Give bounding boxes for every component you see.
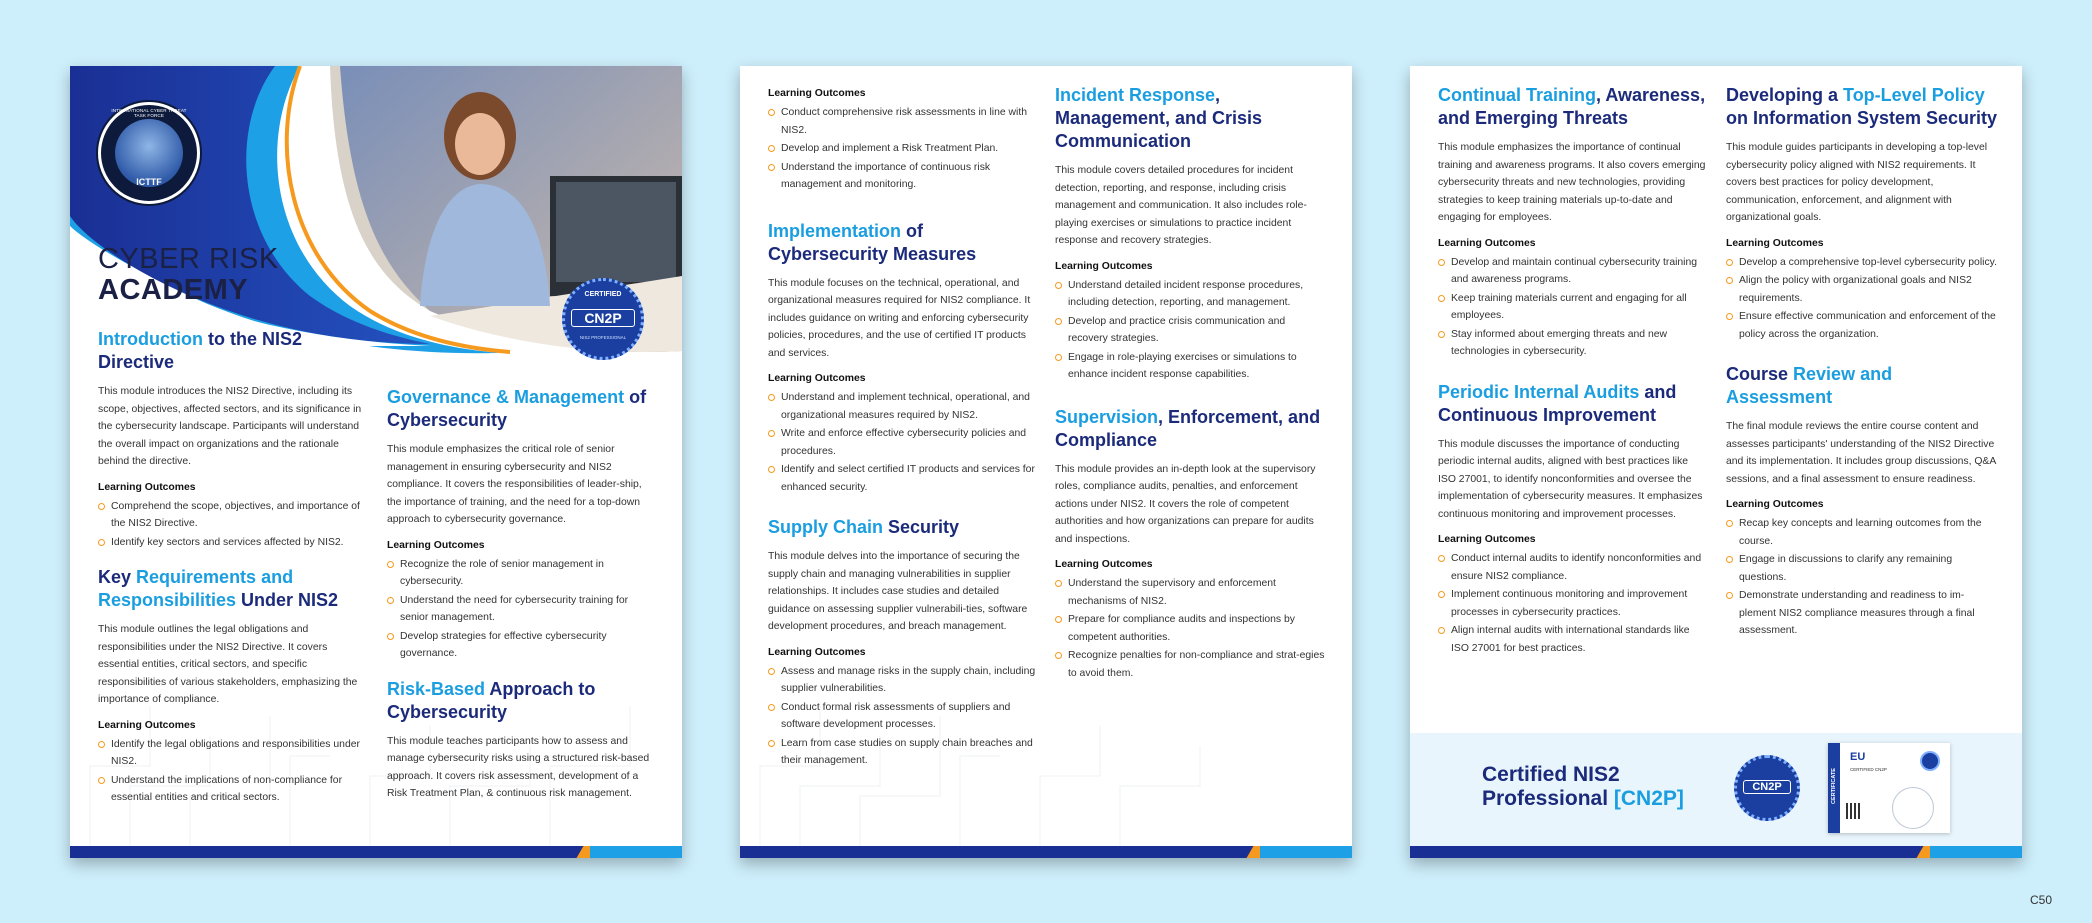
brochure-page-2 bbox=[740, 66, 1352, 858]
list-item: Recognize the role of senior management in cybersecurity. bbox=[387, 556, 655, 591]
module-supply-chain bbox=[768, 516, 1036, 770]
badge-bottom-text: NIS2 PROFESSIONAL bbox=[579, 335, 627, 340]
bottom-band bbox=[70, 846, 682, 858]
list-item: Conduct formal risk assessments of suppliers and software development processes. bbox=[768, 699, 1036, 734]
bullet-icon bbox=[768, 109, 775, 116]
module-governance bbox=[387, 386, 655, 663]
learning-outcomes-list bbox=[1438, 254, 1708, 361]
module-description: This module teaches participants how to assess and manage cybersecurity risks using a structured risk-based approach. It covers risk assessment, development of a Risk Treatment Plan, & continuous risk management. bbox=[387, 735, 650, 799]
icttf-logo bbox=[98, 102, 200, 204]
learning-outcomes-label: Learning Outcomes bbox=[1055, 559, 1153, 570]
learning-outcomes-label: Learning Outcomes bbox=[1055, 260, 1153, 272]
module-incident-response bbox=[1055, 84, 1327, 384]
learning-outcomes-list bbox=[98, 736, 364, 807]
list-item: Align internal audits with international standards like ISO 27001 for best practices. bbox=[1438, 622, 1708, 657]
bullet-icon bbox=[98, 503, 105, 510]
title-line-2: ACADEMY bbox=[98, 274, 249, 306]
badge-main-text: CN2P bbox=[571, 309, 635, 327]
page2-left-column bbox=[768, 88, 1036, 785]
bullet-icon bbox=[98, 777, 105, 784]
cn2p-badge bbox=[562, 278, 644, 360]
module-heading: Governance & Management of Cybersecurity bbox=[387, 387, 647, 430]
bullet-icon bbox=[1726, 277, 1733, 284]
list-item: Recap key concepts and learning outcomes from the course. bbox=[1726, 515, 1998, 550]
module-risk-outcomes bbox=[768, 88, 1036, 194]
cert-name bbox=[1482, 763, 1684, 811]
page3-left-column bbox=[1438, 84, 1708, 672]
list-item: Identify the legal obligations and responsibilities under NIS2. bbox=[98, 736, 364, 771]
module-description: The final module reviews the entire course content and assesses participants' understanding of the NIS2 Directive and its implementation. It includes group discussions, Q&A sessions, and a final assessment to ensure readiness. bbox=[1726, 421, 1996, 485]
badge-top-text: CERTIFIED bbox=[584, 291, 622, 298]
module-heading: Incident Response, Management, and Crisis Communication bbox=[1055, 85, 1263, 151]
module-heading: Key Requirements and Responsibilities Under NIS2 bbox=[98, 567, 339, 610]
learning-outcomes-label: Learning Outcomes bbox=[1438, 534, 1536, 545]
learning-outcomes-label: Learning Outcomes bbox=[768, 646, 866, 658]
bullet-icon bbox=[1438, 591, 1445, 598]
list-item: Ensure effective communication and enforcement of the policy across the organization. bbox=[1726, 308, 1998, 343]
module-heading: Risk-Based Approach to Cybersecurity bbox=[387, 678, 596, 722]
bullet-icon bbox=[1438, 627, 1445, 634]
list-item: Learn from case studies on supply chain breaches and their management. bbox=[768, 735, 1036, 770]
logo-ring-text: INTERNATIONAL CYBER THREAT TASK FORCE bbox=[111, 108, 187, 118]
list-item: Keep training materials current and engaging for all employees. bbox=[1438, 290, 1708, 325]
list-item: Identify and select certified IT products and services for enhanced security. bbox=[768, 461, 1036, 496]
bullet-icon bbox=[1438, 331, 1445, 338]
list-item: Stay informed about emerging threats and new technologies in cybersecurity. bbox=[1438, 326, 1708, 361]
bullet-icon bbox=[768, 466, 775, 473]
certificate-title: CERTIFIED CN2P bbox=[1850, 767, 1887, 772]
learning-outcomes-list bbox=[1055, 575, 1327, 682]
module-description: This module emphasizes the importance of continual training and awareness programs. It also covers emerging cybersecurity threats and new technologies, providing strategies to keep training materials up-to-date and engaging for employees. bbox=[1438, 142, 1706, 223]
learning-outcomes-list bbox=[1726, 515, 1998, 640]
bullet-icon bbox=[768, 740, 775, 747]
learning-outcomes-label: Learning Outcomes bbox=[1726, 499, 1824, 510]
list-item: Understand the need for cybersecurity training for senior management. bbox=[387, 592, 655, 627]
list-item: Assess and manage risks in the supply chain, including supplier vulnerabilities. bbox=[768, 663, 1036, 698]
page3-right-column bbox=[1726, 84, 1998, 655]
bullet-icon bbox=[768, 668, 775, 675]
module-description: This module introduces the NIS2 Directive, including its scope, objectives, affected sectors, and its significance in the cybersecurity landscape. Participants will understand the overall impact on organizations and the rationale behind the directive. bbox=[98, 386, 362, 467]
list-item: Demonstrate understanding and readiness to im-plement NIS2 compliance measures through a final assessment. bbox=[1726, 587, 1998, 640]
module-description: This module emphasizes the critical role of senior management in ensuring cybersecurity and NIS2 compliance. It covers the responsibilities of leader-ship, the importance of training, and the need for a top-down approach to cybersecurity governance. bbox=[387, 444, 642, 525]
bullet-icon bbox=[1055, 652, 1062, 659]
bullet-icon bbox=[1438, 259, 1445, 266]
module-heading: Developing a Top-Level Policy on Information System Security bbox=[1726, 85, 1998, 128]
list-item: Conduct comprehensive risk assessments in line with NIS2. bbox=[768, 104, 1036, 139]
learning-outcomes-label: Learning Outcomes bbox=[98, 719, 196, 731]
learning-outcomes-label: Learning Outcomes bbox=[387, 539, 485, 551]
module-risk-based bbox=[387, 678, 655, 803]
eu-logo: EU bbox=[1850, 751, 1866, 763]
cert-name-line1: Certified NIS2 bbox=[1482, 763, 1620, 786]
module-description: This module covers detailed procedures for incident detection, reporting, and response, including crisis management and communication. It also includes role-playing exercises or simulations to practice incident response and recovery strategies. bbox=[1055, 165, 1307, 246]
module-description: This module outlines the legal obligations and responsibilities under the NIS2 Directive. It covers essential entities, critical sectors, and specific responsibilities of various stakeholders, emphasizing the importance of compliance. bbox=[98, 624, 358, 705]
module-heading: Implementation of Cybersecurity Measures bbox=[768, 220, 977, 264]
list-item: Understand the implications of non-compliance for essential entities and critical sectors. bbox=[98, 772, 364, 807]
page2-right-column bbox=[1055, 84, 1327, 697]
learning-outcomes-list bbox=[1438, 550, 1708, 657]
brochure-page-1 bbox=[70, 66, 682, 858]
list-item: Align the policy with organizational goals and NIS2 requirements. bbox=[1726, 272, 1998, 307]
list-item: Understand the supervisory and enforcement mechanisms of NIS2. bbox=[1055, 575, 1327, 610]
list-item: Develop and practice crisis communication and recovery strategies. bbox=[1055, 313, 1327, 348]
page1-left-column bbox=[98, 328, 364, 822]
module-continual-training bbox=[1438, 84, 1708, 361]
learning-outcomes-label: Learning Outcomes bbox=[1726, 237, 1824, 249]
module-intro-nis2 bbox=[98, 328, 364, 551]
list-item: Engage in discussions to clarify any remaining questions. bbox=[1726, 551, 1998, 586]
bullet-icon bbox=[387, 597, 394, 604]
learning-outcomes-list bbox=[768, 104, 1036, 194]
learning-outcomes-list bbox=[98, 498, 364, 552]
bullet-icon bbox=[387, 633, 394, 640]
module-heading: Supply Chain Security bbox=[768, 517, 960, 537]
learning-outcomes-list bbox=[768, 389, 1036, 496]
qr-icon bbox=[1846, 803, 1862, 819]
list-item: Recognize penalties for non-compliance and strat-egies to avoid them. bbox=[1055, 647, 1327, 682]
bullet-icon bbox=[1726, 592, 1733, 599]
list-item: Understand detailed incident response procedures, including detection, reporting, and management. bbox=[1055, 277, 1327, 312]
bullet-icon bbox=[1726, 313, 1733, 320]
brochure-page-3 bbox=[1410, 66, 2022, 858]
certificate-label: CERTIFICATE bbox=[1831, 768, 1837, 804]
list-item: Prepare for compliance audits and inspections by competent authorities. bbox=[1055, 611, 1327, 646]
learning-outcomes-list bbox=[768, 663, 1036, 770]
bullet-icon bbox=[1055, 354, 1062, 361]
logo-abbr: ICTTF bbox=[136, 177, 162, 187]
bullet-icon bbox=[98, 741, 105, 748]
list-item: Conduct internal audits to identify nonconformities and ensure NIS2 compliance. bbox=[1438, 550, 1708, 585]
module-description: This module focuses on the technical, operational, and organizational measures required for NIS2 compliance. It includes guidance on writing and enforcing cybersecurity policies, procedures, and the use of certified IT products and services. bbox=[768, 277, 1031, 359]
cn2p-badge-small bbox=[1734, 755, 1800, 821]
list-item: Develop and maintain continual cybersecurity training and awareness programs. bbox=[1438, 254, 1708, 289]
learning-outcomes-list bbox=[387, 556, 655, 663]
bullet-icon bbox=[768, 430, 775, 437]
bullet-icon bbox=[768, 145, 775, 152]
bullet-icon bbox=[768, 704, 775, 711]
list-item: Implement continuous monitoring and improvement processes in cybersecurity practices. bbox=[1438, 586, 1708, 621]
bullet-icon bbox=[387, 561, 394, 568]
module-course-review bbox=[1726, 363, 1998, 640]
list-item: Develop and implement a Risk Treatment Plan. bbox=[768, 140, 1036, 158]
list-item: Develop strategies for effective cybersecurity governance. bbox=[387, 628, 655, 663]
bullet-icon bbox=[1055, 616, 1062, 623]
list-item: Understand the importance of continuous risk management and monitoring. bbox=[768, 159, 1036, 194]
module-description: This module provides an in-depth look at the supervisory roles, compliance audits, penalties, and enforcement actions under NIS2. It covers the role of competent authorities and how organizations can prepare for audits and inspections. bbox=[1055, 463, 1316, 545]
module-supervision bbox=[1055, 406, 1327, 683]
bullet-icon bbox=[1726, 259, 1733, 266]
learning-outcomes-label: Learning Outcomes bbox=[768, 88, 866, 99]
bullet-icon bbox=[1726, 556, 1733, 563]
list-item: Understand and implement technical, operational, and organizational measures required by NIS2. bbox=[768, 389, 1036, 424]
bullet-icon bbox=[768, 164, 775, 171]
badge-main-text: CN2P bbox=[1743, 780, 1791, 794]
learning-outcomes-list bbox=[1726, 254, 1998, 344]
cert-name-line2: Professional [CN2P] bbox=[1482, 787, 1684, 810]
bullet-icon bbox=[1055, 282, 1062, 289]
module-implementation bbox=[768, 220, 1036, 497]
module-heading: Continual Training, Awareness, and Emerging Threats bbox=[1438, 85, 1706, 128]
module-description: This module guides participants in developing a top-level cybersecurity policy aligned with NIS2 requirements. It covers best practices for policy development, communication, enforcement, and alignment with organizational goals. bbox=[1726, 142, 1988, 223]
module-heading: Introduction to the NIS2 Directive bbox=[98, 329, 302, 372]
certificate-thumbnail bbox=[1828, 743, 1950, 833]
bullet-icon bbox=[1055, 580, 1062, 587]
certification-footer bbox=[1410, 733, 2022, 846]
learning-outcomes-list bbox=[1055, 277, 1327, 384]
list-item: Develop a comprehensive top-level cybersecurity policy. bbox=[1726, 254, 1998, 272]
module-heading: Periodic Internal Audits and Continuous Improvement bbox=[1438, 381, 1677, 425]
bottom-band bbox=[740, 846, 1352, 858]
title-line-1: CYBER RISK bbox=[98, 243, 279, 275]
bullet-icon bbox=[1726, 520, 1733, 527]
module-top-level-policy bbox=[1726, 84, 1998, 343]
list-item: Comprehend the scope, objectives, and importance of the NIS2 Directive. bbox=[98, 498, 364, 533]
list-item: Identify key sectors and services affected by NIS2. bbox=[98, 534, 364, 552]
learning-outcomes-label: Learning Outcomes bbox=[98, 481, 196, 493]
module-description: This module discusses the importance of conducting periodic internal audits, aligned with best practices like ISO 27001, to identify nonconformities and oversee the implementation of cybersecurity measures. It emphasizes continuous monitoring and improvement processes. bbox=[1438, 438, 1703, 520]
corner-code: C50 bbox=[2029, 893, 2052, 907]
academy-title bbox=[98, 244, 279, 306]
bullet-icon bbox=[98, 539, 105, 546]
list-item: Engage in role-playing exercises or simulations to enhance incident response capabilities. bbox=[1055, 349, 1327, 384]
module-key-requirements bbox=[98, 566, 364, 807]
module-heading: Course Review and Assessment bbox=[1726, 364, 1893, 407]
bullet-icon bbox=[1438, 555, 1445, 562]
module-description: This module delves into the importance of securing the supply chain and managing vulnerabilities in supplier relationships. It includes case studies and detailed guidance on assessing supplier vulnerabili-ties, software development procedures, and breach management. bbox=[768, 551, 1028, 632]
seal-icon bbox=[1920, 751, 1940, 771]
bullet-icon bbox=[1055, 318, 1062, 325]
learning-outcomes-label: Learning Outcomes bbox=[1438, 237, 1536, 249]
bullet-icon bbox=[768, 394, 775, 401]
learning-outcomes-label: Learning Outcomes bbox=[768, 373, 866, 384]
module-internal-audits bbox=[1438, 381, 1708, 658]
list-item: Write and enforce effective cybersecurity policies and procedures. bbox=[768, 425, 1036, 460]
bullet-icon bbox=[1438, 295, 1445, 302]
module-heading: Supervision, Enforcement, and Compliance bbox=[1055, 406, 1321, 450]
page1-right-column bbox=[387, 386, 655, 814]
bottom-band bbox=[1410, 846, 2022, 858]
stamp-icon bbox=[1892, 787, 1934, 829]
